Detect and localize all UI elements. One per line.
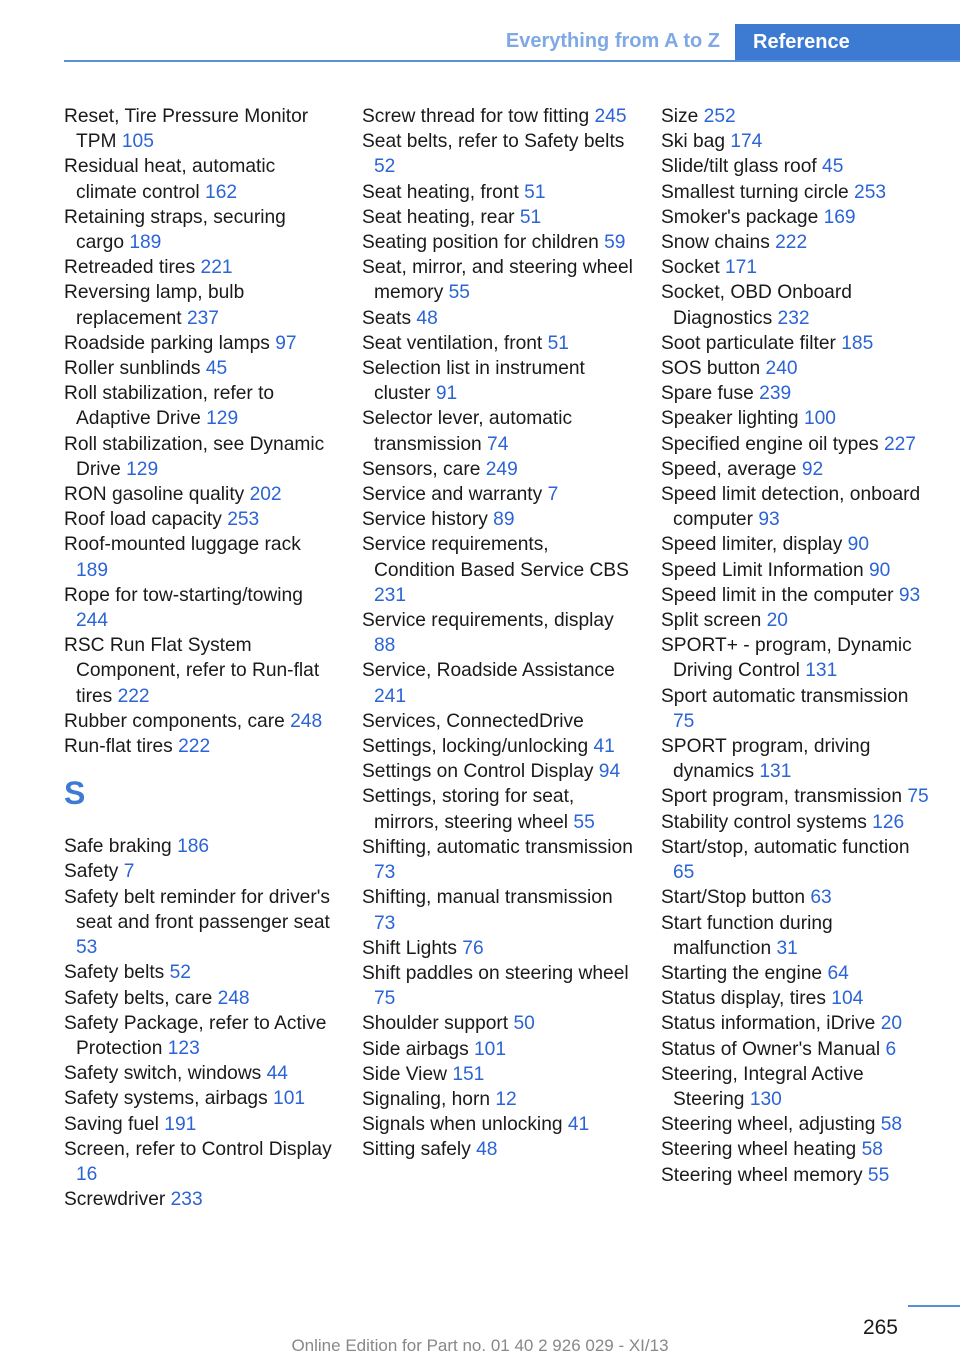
index-term: SPORT+ - program, Dynamic Driving Control — [661, 635, 912, 682]
index-term: Side airbags — [362, 1038, 469, 1060]
page-reference-link[interactable]: 169 — [823, 206, 856, 228]
index-entry — [362, 180, 634, 205]
page-reference-link[interactable]: 105 — [121, 131, 154, 153]
page-reference-link[interactable]: 240 — [765, 358, 798, 380]
index-term: Sensors, care — [362, 458, 481, 480]
index-entry — [362, 482, 634, 507]
index-entry — [661, 457, 931, 482]
index-term: Shoulder support — [362, 1013, 509, 1035]
page-reference-link[interactable]: 221 — [200, 257, 233, 279]
page-reference-link[interactable]: 94 — [598, 761, 621, 783]
page-reference-link[interactable]: 45 — [822, 156, 844, 178]
index-term: Slide/tilt glass roof — [661, 156, 817, 178]
page-reference-link[interactable]: 48 — [416, 307, 438, 329]
index-entry — [362, 709, 634, 734]
index-entry — [64, 280, 334, 330]
index-entry — [64, 154, 334, 204]
index-entry — [661, 885, 931, 910]
page-reference-link[interactable]: 90 — [847, 534, 869, 556]
index-term: Roadside parking lamps — [64, 332, 270, 354]
index-term: Service, Roadside Assistance — [362, 660, 615, 682]
index-entry — [362, 306, 634, 331]
index-term: Seat belts, refer to Safety belts — [362, 131, 625, 153]
index-term: Roof-mounted luggage rack — [64, 534, 301, 556]
page-reference-link[interactable]: 123 — [167, 1037, 200, 1059]
index-term: Side View — [362, 1063, 447, 1085]
index-entry — [64, 709, 334, 734]
index-term: Retaining straps, securing cargo — [64, 206, 286, 254]
index-entry — [661, 1112, 931, 1137]
index-term: Roof load capacity — [64, 509, 222, 531]
index-entry — [661, 558, 931, 583]
index-entry — [64, 432, 334, 482]
page-reference-link[interactable]: 222 — [178, 736, 211, 758]
page-reference-link[interactable]: 100 — [803, 408, 836, 430]
page-reference-link[interactable]: 241 — [374, 685, 407, 707]
index-term: Safety switch, windows — [64, 1063, 262, 1085]
index-entry — [362, 835, 634, 885]
index-entry — [661, 129, 931, 154]
page-reference-link[interactable]: 222 — [775, 232, 808, 254]
page-reference-link[interactable]: 131 — [759, 761, 792, 783]
index-term: Rubber components, care — [64, 710, 285, 732]
page-reference-link[interactable]: 20 — [766, 610, 788, 632]
page-reference-link[interactable]: 55 — [448, 282, 470, 304]
page-reference-link[interactable]: 189 — [76, 559, 109, 581]
index-entry — [661, 986, 931, 1011]
index-entry — [362, 255, 634, 305]
index-entry — [661, 911, 931, 961]
page-reference-link[interactable]: 73 — [374, 912, 396, 934]
page-reference-link[interactable]: 191 — [164, 1113, 197, 1135]
index-term: Shifting, manual transmission — [362, 887, 613, 909]
index-entry — [661, 154, 931, 179]
page-number: 265 — [862, 1316, 898, 1339]
index-entry — [661, 406, 931, 431]
index-entry — [362, 658, 634, 708]
page-reference-link[interactable]: 237 — [186, 307, 219, 329]
index-term: Screen, refer to Control Display — [64, 1138, 332, 1160]
page-reference-link[interactable]: 73 — [374, 862, 396, 884]
page-reference-link[interactable]: 91 — [435, 383, 458, 405]
index-entry — [362, 205, 634, 230]
index-entry — [362, 104, 634, 129]
index-entry — [64, 482, 334, 507]
index-entry — [64, 734, 334, 759]
page-reference-link[interactable]: 92 — [801, 458, 824, 480]
index-term: Safe braking — [64, 836, 172, 858]
index-entry — [64, 1061, 334, 1086]
page-reference-link[interactable]: 126 — [872, 811, 905, 833]
index-term: SPORT program, driving dynamics — [661, 736, 871, 783]
index-term: Settings on Control Display — [362, 761, 594, 783]
page-reference-link[interactable]: 45 — [205, 358, 228, 380]
page-reference-link[interactable]: 6 — [885, 1038, 897, 1060]
index-term: SOS button — [661, 358, 761, 380]
index-entry — [362, 230, 634, 255]
index-term: Shifting, automatic transmission — [362, 836, 633, 858]
index-entry — [362, 406, 634, 456]
index-entry — [64, 583, 334, 633]
page-reference-link[interactable]: 130 — [749, 1088, 782, 1110]
index-term: Seating position for children — [362, 232, 599, 254]
index-entry — [661, 255, 931, 280]
page-reference-link[interactable]: 248 — [290, 710, 323, 732]
index-term: Services, ConnectedDrive — [362, 710, 584, 732]
page-reference-link[interactable]: 88 — [374, 635, 396, 657]
page-reference-link[interactable]: 227 — [883, 433, 916, 455]
index-term: Seat ventilation, front — [362, 332, 543, 354]
index-term: RSC Run Flat System Component, refer to Run-flat tires — [64, 635, 320, 707]
index-term: Safety — [64, 861, 119, 883]
index-term: Safety systems, airbags — [64, 1088, 268, 1110]
page-reference-link[interactable]: 41 — [593, 736, 615, 758]
page-reference-link[interactable]: 248 — [217, 987, 250, 1009]
index-entry — [362, 507, 634, 532]
index-entry — [661, 835, 931, 885]
page-reference-link[interactable]: 63 — [810, 887, 832, 909]
page-reference-link[interactable]: 75 — [673, 710, 695, 732]
index-entry — [64, 986, 334, 1011]
page-reference-link[interactable]: 53 — [76, 937, 98, 959]
page-reference-link[interactable]: 93 — [898, 584, 921, 606]
index-term: Steering wheel memory — [661, 1164, 863, 1186]
index-term: Steering wheel heating — [661, 1139, 857, 1161]
page-reference-link[interactable]: 245 — [594, 106, 627, 127]
page-reference-link[interactable]: 174 — [730, 131, 763, 153]
index-entry — [64, 1112, 334, 1137]
index-entry — [64, 1187, 334, 1212]
index-entry — [362, 1137, 634, 1162]
index-term: Size — [661, 106, 699, 127]
index-term: Settings, storing for seat, mirrors, steering wheel — [362, 786, 575, 833]
index-term: Start/Stop button — [661, 887, 805, 909]
index-column-1 — [64, 104, 334, 1212]
page-reference-link[interactable]: 7 — [123, 861, 135, 883]
index-term: Roll stabilization, see Dynamic Drive — [64, 433, 325, 480]
page-reference-link[interactable]: 186 — [177, 836, 210, 858]
index-entry — [661, 532, 931, 557]
page-reference-link[interactable]: 74 — [487, 433, 509, 455]
page-reference-link[interactable]: 101 — [273, 1088, 306, 1110]
index-term: Status display, tires — [661, 988, 826, 1010]
index-entry — [64, 1011, 334, 1061]
index-entry — [661, 961, 931, 986]
page-reference-link[interactable]: 41 — [567, 1114, 590, 1136]
page-reference-link[interactable]: 58 — [861, 1139, 883, 1161]
index-entry — [661, 432, 931, 457]
index-entry — [661, 784, 931, 809]
index-entry — [661, 180, 931, 205]
index-term: Residual heat, automatic climate control — [64, 156, 276, 203]
page-reference-link[interactable]: 20 — [880, 1013, 903, 1035]
index-term: Soot particulate filter — [661, 332, 836, 354]
index-entry — [661, 1163, 931, 1188]
index-entry — [362, 1037, 634, 1062]
index-term: Service history — [362, 509, 488, 531]
page-reference-link[interactable]: 97 — [275, 332, 297, 354]
index-term: Stability control systems — [661, 811, 867, 833]
page-reference-link[interactable]: 52 — [169, 962, 191, 984]
page-reference-link[interactable]: 52 — [374, 156, 396, 178]
index-entry — [661, 608, 931, 633]
page-reference-link[interactable]: 31 — [776, 937, 798, 959]
index-term: Smallest turning circle — [661, 181, 849, 203]
page-reference-link[interactable]: 44 — [266, 1063, 288, 1085]
index-term: Reset, Tire Pressure Monitor TPM — [64, 106, 309, 153]
index-entry — [661, 205, 931, 230]
page-reference-link[interactable]: 249 — [485, 458, 518, 480]
index-entry — [661, 1062, 931, 1112]
index-entry — [661, 1011, 931, 1036]
page-reference-link[interactable]: 65 — [673, 862, 695, 884]
index-entry — [661, 1137, 931, 1162]
index-entry — [64, 381, 334, 431]
index-term: Smoker's package — [661, 206, 819, 228]
index-entry — [362, 734, 634, 759]
page-reference-link[interactable]: 171 — [725, 257, 758, 279]
index-term: Speaker lighting — [661, 408, 799, 430]
index-term: Run-flat tires — [64, 736, 173, 758]
index-term: Steering wheel, adjusting — [661, 1114, 876, 1136]
index-term: Status of Owner's Manual — [661, 1038, 881, 1060]
index-entry — [64, 859, 334, 884]
index-term: Safety belt reminder for driver's seat and front passenger seat — [64, 886, 330, 933]
index-term: Selection list in instrument cluster — [362, 358, 585, 405]
index-term: Seats — [362, 307, 412, 329]
index-entry — [362, 784, 634, 834]
index-term: Sport program, transmission — [661, 786, 902, 808]
index-term: Safety belts, care — [64, 987, 213, 1009]
index-term: Speed, average — [661, 458, 797, 480]
index-entry — [661, 1037, 931, 1062]
index-entry — [64, 885, 334, 961]
index-section-letter: S — [64, 775, 86, 812]
page-reference-link[interactable]: 89 — [493, 509, 515, 531]
index-term: Sitting safely — [362, 1139, 471, 1161]
index-term: Saving fuel — [64, 1113, 159, 1135]
index-entry — [362, 1112, 634, 1137]
page-reference-link[interactable]: 189 — [129, 232, 162, 254]
index-entry — [362, 129, 634, 179]
index-entry — [362, 457, 634, 482]
footer-edition-note: Online Edition for Part no. 01 40 2 926 029 - XI/13 — [291, 1336, 669, 1355]
index-entry — [362, 885, 634, 935]
index-entry — [362, 532, 634, 608]
page-reference-link[interactable]: 232 — [777, 307, 810, 329]
index-term: Rope for tow-starting/towing — [64, 584, 303, 606]
page-reference-link[interactable]: 151 — [452, 1063, 485, 1085]
index-entry — [661, 230, 931, 255]
page-number-rule — [908, 1305, 960, 1307]
page-reference-link[interactable]: 185 — [841, 332, 874, 354]
index-term: Split screen — [661, 610, 762, 632]
page-reference-link[interactable]: 7 — [547, 484, 559, 506]
index-term: Reversing lamp, bulb replacement — [64, 282, 245, 329]
page-reference-link[interactable]: 51 — [524, 181, 546, 203]
index-entry — [362, 608, 634, 658]
page-reference-link[interactable]: 75 — [907, 786, 929, 808]
page-reference-link[interactable]: 162 — [205, 181, 238, 203]
index-term: Speed limit in the computer — [661, 584, 894, 606]
index-entry — [661, 280, 931, 330]
index-entry — [661, 356, 931, 381]
page-reference-link[interactable]: 244 — [76, 610, 109, 632]
index-entry — [64, 633, 334, 709]
index-entry — [661, 331, 931, 356]
index-term: Signals when unlocking — [362, 1114, 563, 1136]
index-term: Safety Package, refer to Active Protection — [64, 1012, 327, 1059]
index-term: Spare fuse — [661, 383, 754, 405]
index-entry — [661, 734, 931, 784]
index-term: Start function during malfunction — [661, 912, 833, 959]
index-term: Service and warranty — [362, 484, 543, 506]
index-term: Service requirements, display — [362, 610, 614, 632]
index-term: Specified engine oil types — [661, 433, 879, 455]
page-reference-link[interactable]: 16 — [76, 1163, 98, 1185]
index-entry — [64, 960, 334, 985]
page-reference-link[interactable]: 231 — [374, 584, 407, 606]
page-reference-link[interactable]: 93 — [758, 509, 780, 531]
page-reference-link[interactable]: 48 — [476, 1139, 498, 1161]
page-reference-link[interactable]: 50 — [513, 1013, 535, 1035]
page-reference-link[interactable]: 129 — [206, 408, 239, 430]
index-entry — [64, 834, 334, 859]
index-term: Seat, mirror, and steering wheel memory — [362, 257, 633, 304]
page-reference-link[interactable]: 64 — [827, 962, 849, 984]
index-term: Socket — [661, 257, 720, 279]
page-reference-link[interactable]: 51 — [519, 206, 542, 228]
page-reference-link[interactable]: 75 — [374, 988, 396, 1010]
page-reference-link[interactable]: 55 — [573, 811, 595, 833]
index-term: Settings, locking/unlocking — [362, 736, 589, 758]
index-entry — [362, 759, 634, 784]
index-entry — [661, 583, 931, 608]
index-entry — [661, 684, 931, 734]
index-entry — [661, 482, 931, 532]
index-entry — [64, 104, 334, 154]
index-entry — [362, 331, 634, 356]
page-reference-link[interactable]: 253 — [854, 181, 887, 203]
index-term: Start/stop, automatic function — [661, 836, 910, 858]
index-term: Signaling, horn — [362, 1088, 491, 1110]
index-column-3 — [661, 104, 931, 1188]
page-reference-link[interactable]: 55 — [867, 1164, 890, 1186]
header-section-title: Everything from A to Z — [505, 30, 720, 52]
header-divider — [64, 60, 960, 62]
index-entry — [661, 104, 931, 129]
page-reference-link[interactable]: 233 — [170, 1189, 203, 1211]
index-entry — [64, 331, 334, 356]
page-reference-link[interactable]: 252 — [703, 106, 736, 127]
index-term: Roller sunblinds — [64, 358, 201, 380]
index-entry — [362, 936, 634, 961]
index-term: Shift paddles on steering wheel — [362, 962, 629, 984]
index-term: RON gasoline quality — [64, 484, 245, 506]
index-entry — [362, 1087, 634, 1112]
index-term: Seat heating, front — [362, 181, 519, 203]
page-reference-link[interactable]: 59 — [604, 232, 626, 254]
page-reference-link[interactable]: 239 — [759, 383, 792, 405]
index-term: Roll stabilization, refer to Adaptive Drive — [64, 383, 275, 430]
index-term: Seat heating, rear — [362, 206, 515, 228]
index-term: Screw thread for tow fitting — [362, 106, 590, 127]
index-term: Selector lever, automatic transmission — [362, 408, 573, 455]
index-term: Speed limiter, display — [661, 534, 843, 556]
page-reference-link[interactable]: 58 — [880, 1114, 903, 1136]
index-term: Safety belts — [64, 962, 165, 984]
index-column-2 — [362, 104, 634, 1163]
index-entry — [64, 1137, 334, 1187]
index-entry — [362, 1011, 634, 1036]
index-entry — [64, 205, 334, 255]
page-reference-link[interactable]: 129 — [126, 458, 159, 480]
page-reference-link[interactable]: 131 — [805, 660, 838, 682]
page-reference-link[interactable]: 51 — [547, 332, 569, 354]
page-reference-link[interactable]: 12 — [495, 1088, 517, 1110]
page-reference-link[interactable]: 222 — [117, 685, 150, 707]
index-term: Speed limit detection, onboard computer — [661, 484, 921, 531]
index-entry — [64, 356, 334, 381]
index-term: Snow chains — [661, 232, 770, 254]
index-term: Speed Limit Information — [661, 559, 864, 581]
index-entry — [661, 810, 931, 835]
index-term: Starting the engine — [661, 962, 823, 984]
index-term: Socket, OBD Onboard Diagnostics — [661, 282, 852, 329]
index-entry — [362, 961, 634, 1011]
index-term: Steering, Integral Active Steering — [661, 1063, 864, 1110]
index-entry — [661, 633, 931, 683]
index-term: Screwdriver — [64, 1189, 166, 1211]
page-reference-link[interactable]: 90 — [868, 559, 891, 581]
index-entry — [64, 255, 334, 280]
index-term: Status information, iDrive — [661, 1013, 876, 1035]
page-reference-link[interactable]: 104 — [831, 988, 864, 1010]
index-entry — [362, 1062, 634, 1087]
page-reference-link[interactable]: 76 — [462, 937, 484, 959]
index-entry — [661, 381, 931, 406]
index-entry — [64, 532, 334, 582]
index-term: Sport automatic transmission — [661, 685, 909, 707]
index-term: Ski bag — [661, 131, 725, 153]
index-term: Shift Lights — [362, 937, 457, 959]
index-term: Retreaded tires — [64, 257, 196, 279]
page-reference-link[interactable]: 202 — [249, 484, 282, 506]
page-reference-link[interactable]: 253 — [227, 509, 260, 531]
index-entry — [64, 1086, 334, 1111]
index-entry — [64, 507, 334, 532]
index-term: Service requirements, Condition Based Service CBS — [362, 534, 629, 581]
index-entry — [362, 356, 634, 406]
page-reference-link[interactable]: 101 — [474, 1038, 507, 1060]
header-reference-tab: Reference — [735, 24, 960, 60]
